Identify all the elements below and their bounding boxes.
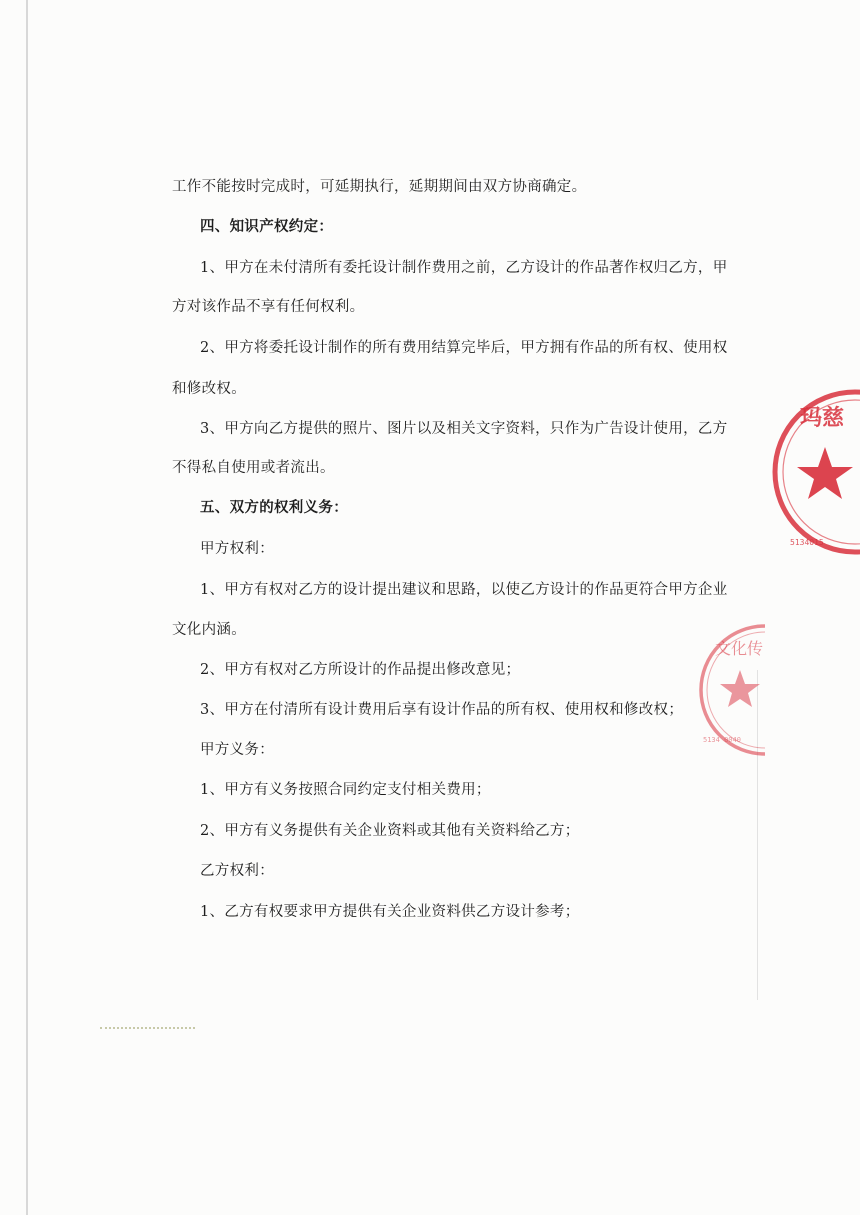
paragraph-line: 2、甲方有义务提供有关企业资料或其他有关资料给乙方； (200, 823, 580, 839)
paragraph-line: 3、甲方在付清所有设计费用后享有设计作品的所有权、使用权和修改权； (200, 702, 684, 718)
svg-text:5134015: 5134015 (790, 538, 824, 547)
paragraph-line: 1、甲方有权对乙方的设计提出建议和思路，以使乙方设计的作品更符合甲方企业 (200, 582, 728, 598)
subheading-party-a-duties: 甲方义务： (200, 742, 274, 758)
scan-dotted-mark (100, 1027, 195, 1029)
paragraph-line: 和修改权。 (172, 381, 246, 397)
paragraph-line: 1、乙方有权要求甲方提供有关企业资料供乙方设计参考； (200, 904, 580, 920)
svg-text:玛慈: 玛慈 (800, 406, 845, 431)
paragraph-line: 方对该作品不享有任何权利。 (172, 299, 365, 315)
subheading-party-b-rights: 乙方权利： (200, 863, 274, 879)
section-heading-ip: 四、知识产权约定： (200, 218, 334, 235)
company-seal-large (770, 385, 860, 560)
paragraph-line: 2、甲方有权对乙方所设计的作品提出修改意见； (200, 662, 521, 678)
paragraph-line: 1、甲方有义务按照合同约定支付相关费用； (200, 782, 491, 798)
svg-text:5134 0040: 5134 0040 (703, 736, 741, 744)
paragraph-line: 2、甲方将委托设计制作的所有费用结算完毕后，甲方拥有作品的所有权、使用权 (200, 340, 728, 356)
scan-edge-left (26, 0, 28, 1215)
seal-large-icon (770, 385, 860, 560)
subheading-party-a-rights: 甲方权利： (200, 541, 274, 557)
section-heading-rights: 五、双方的权利义务： (200, 499, 348, 516)
paragraph-line: 不得私自使用或者流出。 (172, 460, 335, 476)
paragraph-line: 文化内涵。 (172, 622, 246, 638)
paragraph-line: 1、甲方在未付清所有委托设计制作费用之前，乙方设计的作品著作权归乙方，甲 (200, 260, 728, 276)
seal-small-icon (695, 620, 765, 760)
svg-text:文化传: 文化传 (715, 639, 764, 658)
paragraph-line: 3、甲方向乙方提供的照片、图片以及相关文字资料，只作为广告设计使用，乙方 (200, 421, 728, 437)
company-seal-small (695, 620, 765, 760)
paragraph-line: 工作不能按时完成时，可延期执行，延期期间由双方协商确定。 (172, 179, 587, 195)
